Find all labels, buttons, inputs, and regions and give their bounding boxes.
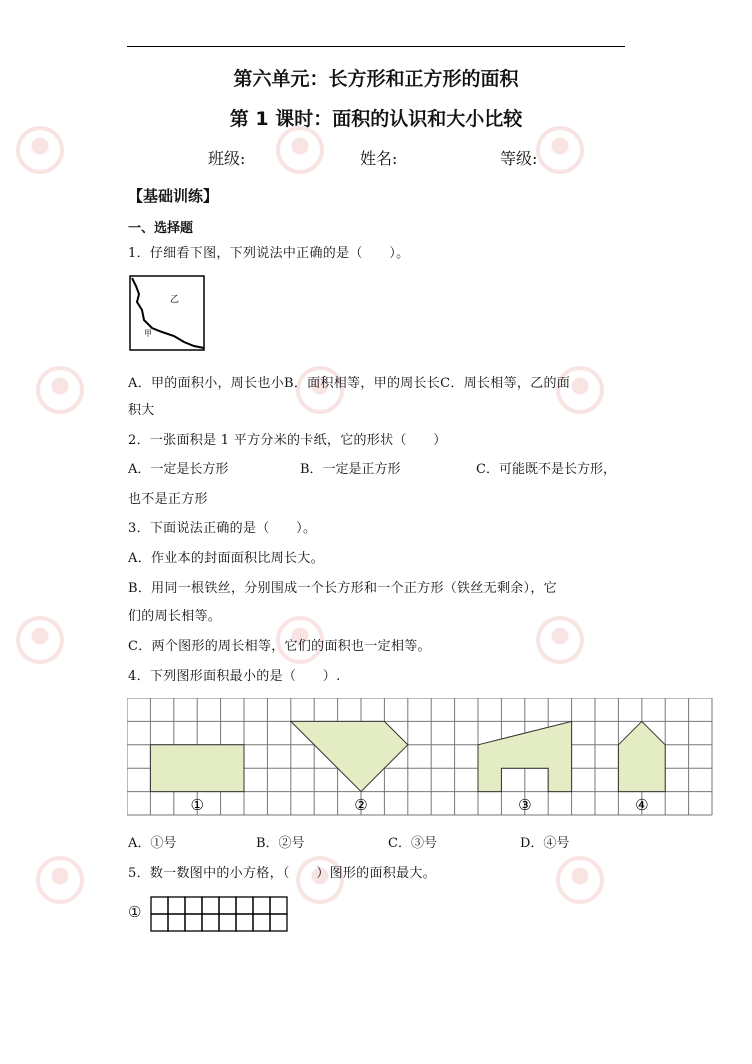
q4-shape-2 bbox=[291, 721, 408, 791]
q4-grid-figure bbox=[127, 698, 713, 816]
q5-grid-cell bbox=[236, 897, 253, 914]
q1-figure bbox=[128, 272, 208, 354]
grade-label: 等级: bbox=[500, 149, 538, 168]
q3-stem: 3．下面说法正确的是（ ）。 bbox=[128, 521, 317, 536]
q5-grid-cell bbox=[185, 914, 202, 931]
lesson-title: 第 1 课时：面积的认识和大小比较 bbox=[229, 108, 523, 130]
section-basic-training: 【基础训练】 bbox=[128, 187, 219, 205]
q5-grid-figure bbox=[150, 896, 290, 934]
q2-option-b: B．一定是正方形 bbox=[300, 462, 401, 477]
q5-grid-cell bbox=[151, 897, 168, 914]
q5-grid-cell bbox=[185, 897, 202, 914]
class-label: 班级: bbox=[208, 149, 246, 168]
q1-square bbox=[130, 276, 204, 350]
header-rule bbox=[127, 46, 625, 47]
name-label: 姓名: bbox=[360, 149, 398, 168]
q1-label-jia: 甲 bbox=[144, 329, 152, 338]
q5-grid-cell bbox=[253, 914, 270, 931]
q4-label-2: ② bbox=[354, 796, 368, 814]
q5-grid-cell bbox=[219, 897, 236, 914]
q4-option-b: B．②号 bbox=[256, 836, 305, 851]
q5-grid-cell bbox=[168, 897, 185, 914]
q5-grid-cell bbox=[219, 914, 236, 931]
q3-option-b-line2: 们的周长相等。 bbox=[128, 609, 222, 624]
q5-stem: 5．数一数图中的小方格，（ ）图形的面积最大。 bbox=[128, 866, 436, 881]
q4-option-a: A．①号 bbox=[128, 836, 177, 851]
q2-option-c: C．可能既不是长方形， bbox=[476, 462, 616, 477]
q5-cells bbox=[151, 897, 287, 931]
q4-label-1: ① bbox=[190, 796, 204, 814]
q5-grid-cell bbox=[253, 897, 270, 914]
q1-options-line1: A．甲的面积小，周长也小B．面积相等，甲的周长长C．周长相等，乙的面 bbox=[128, 376, 571, 391]
q1-curve bbox=[132, 278, 204, 348]
q3-option-a: A．作业本的封面面积比周长大。 bbox=[128, 551, 324, 566]
q5-grid-cell bbox=[236, 914, 253, 931]
q4-option-d: D．④号 bbox=[520, 836, 570, 851]
q4-shape-4 bbox=[618, 721, 665, 791]
q2-option-a: A．一定是长方形 bbox=[128, 462, 229, 477]
q4-option-c: C．③号 bbox=[388, 836, 437, 851]
q5-grid-cell bbox=[270, 897, 287, 914]
q4-stem: 4．下列图形面积最小的是（ ）. bbox=[128, 669, 341, 684]
q1-options-line2: 积大 bbox=[128, 403, 155, 418]
q5-fig-label: ① bbox=[128, 903, 142, 921]
q1-stem: 1．仔细看下图，下列说法中正确的是（ ）。 bbox=[128, 246, 410, 261]
q4-label-4: ④ bbox=[635, 796, 649, 814]
q3-option-b-line1: B．用同一根铁丝，分别围成一个长方形和一个正方形（铁丝无剩余），它 bbox=[128, 581, 557, 596]
q5-grid-cell bbox=[270, 914, 287, 931]
q5-grid-cell bbox=[202, 897, 219, 914]
q5-grid-cell bbox=[202, 914, 219, 931]
q1-label-yi: 乙 bbox=[170, 295, 180, 305]
q5-grid-cell bbox=[151, 914, 168, 931]
q4-shape-1 bbox=[150, 745, 244, 792]
q2-option-c-cont: 也不是正方形 bbox=[128, 492, 208, 507]
q4-label-3: ③ bbox=[518, 796, 532, 814]
q5-grid-cell bbox=[168, 914, 185, 931]
unit-title: 第六单元：长方形和正方形的面积 bbox=[233, 68, 519, 90]
q3-option-c: C．两个图形的周长相等，它们的面积也一定相等。 bbox=[128, 639, 431, 654]
section-choice: 一、选择题 bbox=[128, 221, 194, 236]
q2-stem: 2．一张面积是 1 平方分米的卡纸，它的形状（ ） bbox=[128, 433, 447, 448]
